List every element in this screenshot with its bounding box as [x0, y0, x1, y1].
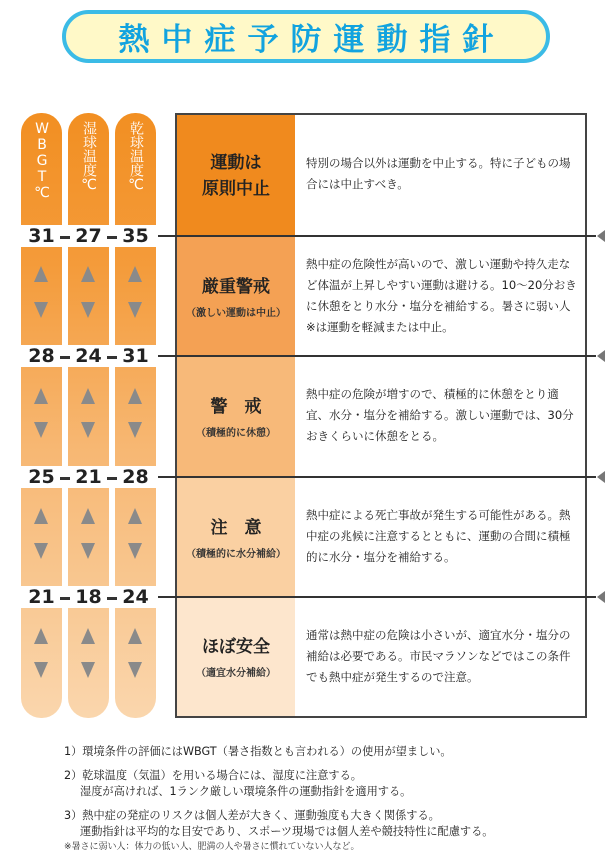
arrow-left-icon [597, 471, 605, 483]
triangle-up-icon [128, 388, 142, 404]
title-banner [62, 10, 550, 63]
wbgt-value: 25 [19, 466, 64, 488]
triangle-up-icon [81, 628, 95, 644]
level-label-caution [177, 477, 295, 597]
wet-value: 21 [66, 466, 111, 488]
level-description: 特別の場合以外は運動を中止する。特に子どもの場合には中止すべき。 [306, 156, 571, 191]
wet-value: 24 [66, 345, 111, 367]
dash-separator [107, 236, 117, 239]
level-name: 運動は [210, 152, 262, 173]
dash-separator [107, 477, 117, 480]
dash-separator [60, 356, 70, 359]
level-sub: （適宜水分補給） [196, 668, 276, 679]
triangle-down-icon [128, 543, 142, 559]
level-name: ほぼ安全 [202, 637, 270, 657]
wbgt-header: WBGT℃ [34, 121, 50, 201]
dry-value: 28 [113, 466, 158, 488]
level-name: 原則中止 [202, 178, 270, 199]
dash-separator [107, 597, 117, 600]
triangle-down-icon [34, 422, 48, 438]
triangle-up-icon [128, 508, 142, 524]
triangle-down-icon [128, 302, 142, 318]
triangle-down-icon [128, 662, 142, 678]
dash-separator [107, 356, 117, 359]
triangle-up-icon [81, 388, 95, 404]
level-name: 警 戒 [210, 397, 262, 417]
level-description: 熱中症の危険性が高いので、激しい運動や持久走など体温が上昇しやすい運動は避ける。10〜20分おきに休憩をとり水分・塩分を補給する。暑さに弱い人※は運動を軽減または中止。 [306, 257, 577, 334]
level-sub: （積極的に水分補給） [186, 548, 286, 560]
triangle-down-icon [34, 662, 48, 678]
triangle-down-icon [81, 543, 95, 559]
dry-value: 24 [113, 586, 158, 608]
note-line: 湿度が高ければ、1ランク厳しい環境条件の運動指針を適用する。 [80, 785, 412, 798]
level-label-severe [177, 236, 295, 356]
triangle-down-icon [34, 302, 48, 318]
dash-separator [60, 477, 70, 480]
notes-section [64, 744, 604, 848]
triangle-down-icon [34, 543, 48, 559]
wbgt-value: 28 [19, 345, 64, 367]
note-item [64, 768, 604, 800]
dash-separator [60, 236, 70, 239]
wbgt-value: 31 [19, 225, 64, 247]
triangle-up-icon [34, 266, 48, 282]
triangle-down-icon [81, 422, 95, 438]
level-name: 注 意 [210, 517, 262, 538]
dry-bulb-header: 乾球温度℃ [128, 121, 144, 193]
triangle-up-icon [34, 388, 48, 404]
triangle-down-icon [81, 662, 95, 678]
triangle-down-icon [81, 302, 95, 318]
arrow-left-icon [597, 350, 605, 362]
triangle-down-icon [128, 422, 142, 438]
note-line: 3）熱中症の発症のリスクは個人差が大きく、運動強度も大きく関係する。 [64, 809, 440, 822]
triangle-up-icon [81, 508, 95, 524]
triangle-up-icon [34, 508, 48, 524]
level-description: 通常は熱中症の危険は小さいが、適宜水分・塩分の補給は必要である。市民マラソンなどではこの条件でも熱中症が発生するので注意。 [306, 628, 571, 684]
wet-bulb-header: 湿球温度℃ [81, 121, 97, 193]
triangle-up-icon [128, 266, 142, 282]
level-sub: （激しい運動は中止） [186, 307, 286, 319]
note-item [64, 808, 604, 840]
note-line: 2）乾球温度（気温）を用いる場合には、湿度に注意する。 [64, 769, 362, 782]
level-label-warning [177, 356, 295, 477]
level-label-safe [177, 597, 295, 716]
triangle-up-icon [128, 628, 142, 644]
page-title: 熱中症予防運動指針 [118, 22, 506, 58]
dry-value: 35 [113, 225, 158, 247]
level-description: 熱中症の危険が増すので、積極的に休憩をとり適宜、水分・塩分を補給する。激しい運動では、30分おきくらいに休憩をとる。 [306, 387, 574, 443]
triangle-up-icon [34, 628, 48, 644]
note-item [64, 744, 604, 760]
note-line: 1）環境条件の評価にはWBGT（暑さ指数とも言われる）の使用が望ましい。 [64, 745, 452, 758]
footnote: ※暑さに弱い人：体力の低い人、肥満の人や暑さに慣れていない人など。 [64, 842, 360, 852]
triangle-up-icon [81, 266, 95, 282]
wet-value: 18 [66, 586, 111, 608]
arrow-left-icon [597, 591, 605, 603]
note-line: 運動指針は平均的な目安であり、スポーツ現場では個人差や競技特性に配慮する。 [80, 825, 494, 838]
level-label-stop [177, 115, 295, 236]
wet-value: 27 [66, 225, 111, 247]
level-description: 熱中症による死亡事故が発生する可能性がある。熱中症の兆候に注意するとともに、運動の合間に積極的に水分・塩分を補給する。 [306, 508, 571, 564]
wbgt-value: 21 [19, 586, 64, 608]
arrow-left-icon [597, 230, 605, 242]
dry-value: 31 [113, 345, 158, 367]
level-sub: （積極的に休憩） [196, 428, 276, 439]
level-name: 厳重警戒 [202, 276, 270, 297]
dash-separator [60, 597, 70, 600]
